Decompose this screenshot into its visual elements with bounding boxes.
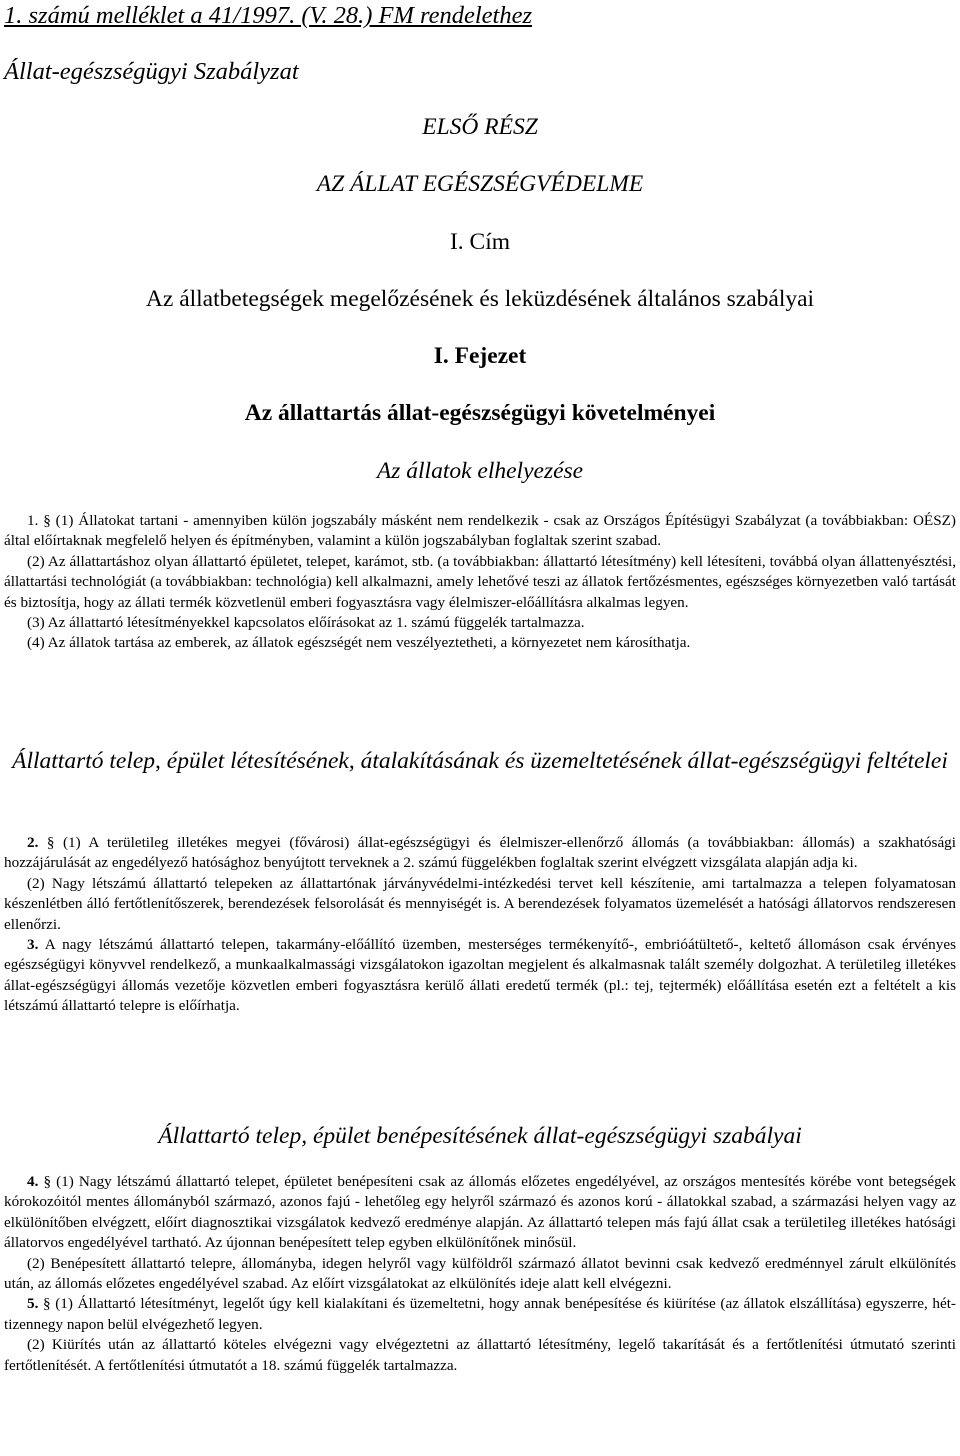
section-heading-populating: Állattartó telep, épület benépesítésének állat-egészségügyi szabályai: [158, 1123, 802, 1149]
paragraph: 2. § (1) A területileg illetékes megyei (fővárosi) állat-egészségügyi és élelmiszer-ellenőrző állomás (a továbbiakban: állomás) a szakhatósági hozzájárulását az engedélyező hatósághoz benyújtott terveknek a 2. számú függelékben foglaltak szerint elvégzett vizsgálata alapján adja ki.: [4, 834, 956, 872]
section-heading-placement: Az állatok elhelyezése: [376, 458, 584, 484]
section-populating-body: [4, 1172, 956, 1376]
paragraph: (2) Kiürítés után az állattartó köteles elvégezni vagy elvégeztetni az állattartó létesítmény, legelő takarítását és a fertőtlenítési útmutató szerinti fertőtlenítését. A fertőtlenítési útmutatót a 18. számú függelék tartalmazza.: [4, 1336, 956, 1374]
paragraph: (2) Benépesített állattartó telepre, állományba, idegen helyről vagy külföldről származó állatot bevinni csak kedvező eredménnyel zárult elkülönítés után, az állomás előzetes engedélyével szabad. Az előírt vizsgálatokat az elkülönítés ideje alatt kell elvégezni.: [4, 1254, 956, 1293]
section-placement-body: [4, 511, 956, 654]
section-number: 2.: [27, 834, 39, 851]
title-name: Az állatbetegségek megelőzésének és leküzdésének általános szabályai: [145, 286, 815, 312]
paragraph: 4. § (1) Nagy létszámú állattartó telepet, épületet benépesíteni csak az állomás előzetes engedélyével, az országos mentesítés körébe vont betegségek kórokozóitól mentes állományból származó, azonos fajú - lehetőleg egy helyről származó és azonos korú - állatokkal szabad, a származási helyen vagy az elkülönítőben elvégzett, előírt diagnosztikai vizsgálatok kedvező eredménye alapján. Az állattartó telepen más fajú állat csak a területileg illetékes hatósági állatorvos engedélyével tartható. Az újonnan benépesített telep egyben elkülönítőnek minősül.: [4, 1173, 956, 1252]
section-number: 4.: [27, 1173, 39, 1190]
title-number: I. Cím: [449, 229, 511, 255]
section-establishment-body: [4, 833, 956, 1017]
chapter-heading: I. Fejezet: [433, 343, 527, 369]
document-title: Állat-egészségügyi Szabályzat: [4, 58, 299, 85]
regulation-reference: 1. számú melléklet a 41/1997. (V. 28.) FM rendelethez: [4, 2, 533, 29]
section-number: 5.: [27, 1295, 39, 1313]
paragraph: (2) Nagy létszámú állattartó telepeken az állattartónak járványvédelmi-intézkedési tervet kell készítenie, ami tartalmazza a telepen folyamatosan készenlétben álló fertőtlenítőszerek, berendezések felsorolását és mennyiségét is. A berendezések folyamatos üzemelését a hatósági állatorvos rendszeresen ellenőrzi.: [4, 874, 956, 933]
paragraph: (3) Az állattartó létesítményekkel kapcsolatos előírásokat az 1. számú függelék tartalmazza.: [27, 614, 585, 632]
section-heading-establishment: Állattartó telep, épület létesítésének, átalakításának és üzemeltetésének állat-egészségügyi feltételei: [12, 748, 948, 774]
part-heading: ELSŐ RÉSZ: [422, 114, 538, 140]
part-title: AZ ÁLLAT EGÉSZSÉGVÉDELME: [316, 171, 644, 197]
paragraph: 5. § (1) Állattartó létesítményt, legelőt úgy kell kialakítani és üzemeltetni, hogy annak benépesítése és kiürítése (az állatok elszállítása) egyszerre, hét-tizennegy napon belül elvégezhető legyen.: [4, 1295, 956, 1333]
paragraph: 3. A nagy létszámú állattartó telepen, takarmány-előállító üzemben, mesterséges termékenyítő-, embrióátültető-, keltető állomáson csak érvényes egészségügyi könyvvel rendelkező, a munkaalkalmassági vizsgálatokon igazoltan megjelent és alkalmasnak talált személy dolgozhat. A területileg illetékes állat-egészségügyi állomás vezetője közvetlen emberi fogyasztásra kerülő állati eredetű termék (pl.: tej, tejtermék) előállítása esetén ezt a feltételt a kis létszámú állattartó telepre is előírhatja.: [4, 936, 956, 1015]
chapter-name: Az állattartás állat-egészségügyi követelményei: [244, 400, 716, 426]
paragraph: (4) Az állatok tartása az emberek, az állatok egészségét nem veszélyeztetheti, a környezetet nem károsíthatja.: [27, 634, 691, 652]
paragraph: 1. § (1) Állatokat tartani - amennyiben külön jogszabály másként nem rendelkezik - csak az Országos Építésügyi Szabályzat (a továbbiakban: OÉSZ) által előírtaknak megfelelő helyen és építményben, valamint a külön jogszabályban foglaltak szerint szabad.: [4, 512, 956, 550]
paragraph: (2) Az állattartáshoz olyan állattartó épületet, telepet, karámot, stb. (a továbbiakban: állattartó létesítmény) kell létesíteni, továbbá olyan állattenyésztési, állattartási technológiát (a továbbiakban: technológia) kell alkalmazni, amely lehetővé teszi az állatok fertőzésmentes, egészséges környezetben való tartását és biztosítja, hogy az állati termék közvetlenül emberi fogyasztásra vagy élelmiszer-előállításra alkalmas legyen.: [4, 552, 956, 611]
section-number: 3.: [27, 936, 39, 954]
section-number: 1.: [27, 512, 39, 529]
